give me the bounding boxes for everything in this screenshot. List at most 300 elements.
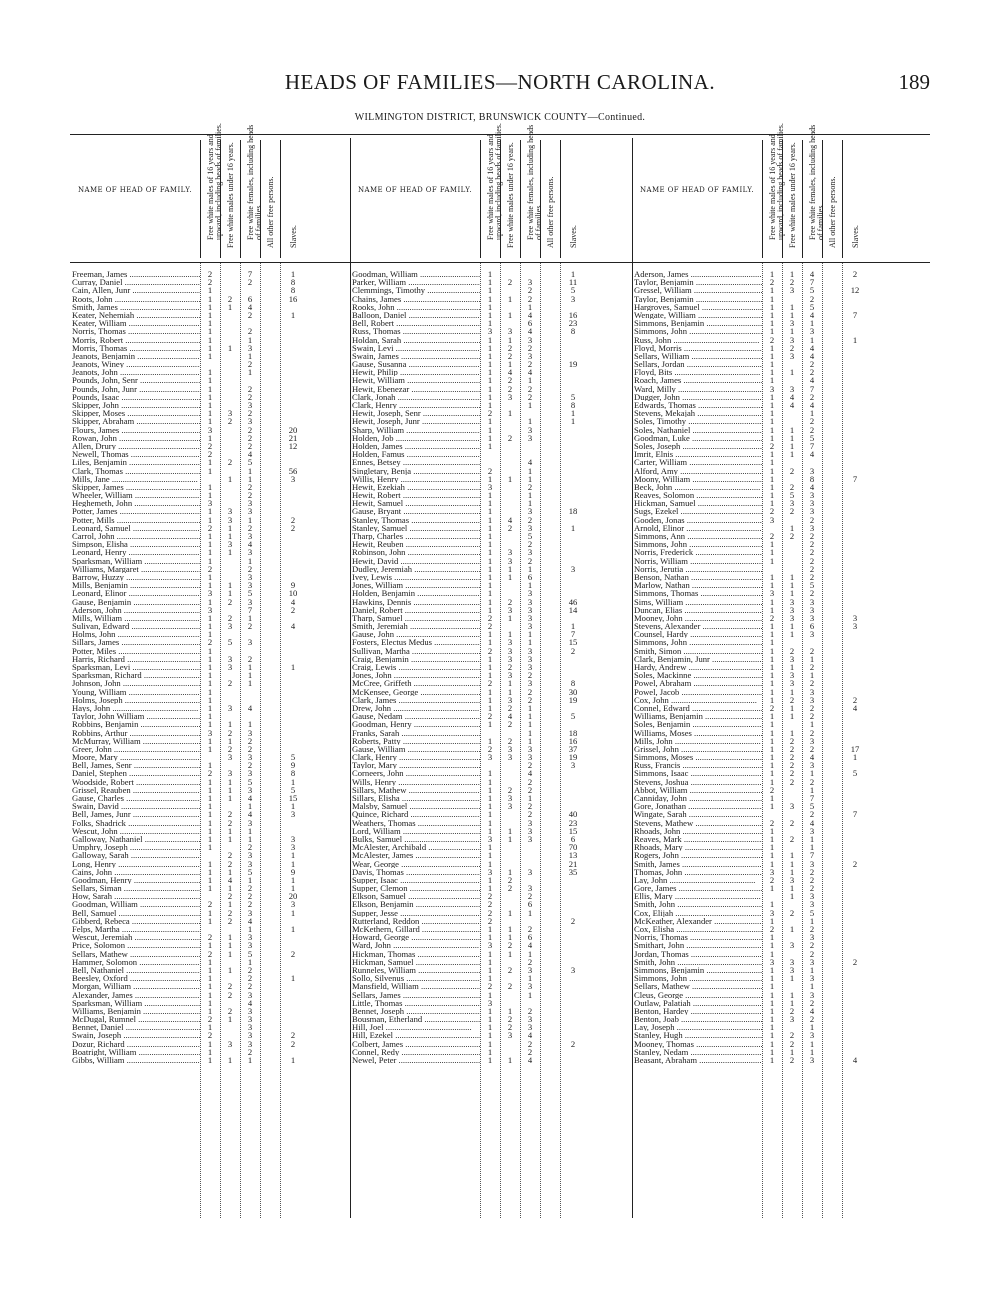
head-of-family-name: Greer, John ..... — [72, 745, 200, 753]
count-cell: 5 — [570, 285, 576, 296]
table-row — [632, 704, 930, 712]
count-cell: 1 — [527, 793, 533, 803]
count-cell: 2 — [809, 809, 815, 820]
count-cell: 1 — [207, 702, 213, 713]
count-cell: 1 — [789, 924, 795, 934]
count-cell: 4 — [809, 375, 815, 386]
count-cell: 1 — [227, 793, 233, 803]
count-cell: 2 — [769, 531, 775, 541]
count-cell: 1 — [207, 490, 213, 501]
count-cell: 3 — [789, 1014, 795, 1025]
head-of-family-name: Floyd, Morris ..... — [634, 344, 762, 352]
count-cell: 5 — [227, 637, 233, 648]
table-row — [632, 589, 930, 597]
count-cell: 1 — [789, 883, 795, 894]
count-cell: 3 — [570, 563, 576, 574]
head-of-family-name: Gooden, Jonas ..... — [634, 516, 762, 524]
table-row — [632, 917, 930, 925]
head-of-family-name: Hays, John ..... — [72, 704, 200, 712]
head-of-family-name: Drew, John ..... — [352, 704, 480, 712]
count-cell: 3 — [527, 817, 533, 828]
count-cell: 1 — [227, 522, 233, 533]
count-cell: 1 — [207, 571, 213, 582]
count-cell: 2 — [487, 645, 493, 656]
count-cell: 2 — [207, 277, 213, 288]
count-cell: 1 — [207, 1038, 213, 1049]
count-cell: 1 — [487, 653, 493, 664]
count-cell: 3 — [769, 866, 775, 877]
count-cell: 1 — [487, 350, 493, 361]
count-cell: 1 — [207, 383, 213, 394]
count-cell: 2 — [507, 940, 513, 951]
count-cell: 2 — [290, 948, 296, 959]
count-cell: 1 — [487, 964, 493, 975]
head-of-family-name: Ennes, Betsey ..... — [352, 458, 480, 466]
page-title: HEADS OF FAMILIES—NORTH CAROLINA. — [284, 70, 716, 94]
count-cell: 1 — [247, 473, 253, 484]
count-cell: 2 — [789, 735, 795, 746]
count-cell: 3 — [527, 277, 533, 288]
count-cell: 2 — [247, 359, 253, 370]
count-cell: 3 — [507, 604, 513, 615]
head-of-family-name: Felps, Martha ..... — [72, 925, 200, 933]
count-cell: 1 — [769, 555, 775, 566]
count-cell: 1 — [789, 367, 795, 378]
count-cell: 2 — [570, 645, 576, 656]
count-cell: 4 — [809, 309, 815, 320]
count-cell: 2 — [487, 981, 493, 992]
count-cell: 2 — [769, 784, 775, 795]
count-cell: 3 — [527, 964, 533, 975]
count-cell: 4 — [527, 940, 533, 951]
count-cell: 3 — [247, 1005, 253, 1016]
count-cell: 1 — [769, 670, 775, 681]
table-row — [632, 622, 930, 630]
count-cell: 3 — [507, 653, 513, 664]
count-cell: 3 — [507, 1030, 513, 1041]
count-cell: 1 — [487, 768, 493, 779]
count-cell: 1 — [207, 465, 213, 476]
count-cell: 1 — [487, 547, 493, 558]
count-cell: 1 — [769, 465, 775, 476]
count-cell: 2 — [487, 408, 493, 419]
table-row — [632, 671, 930, 679]
count-cell: 3 — [247, 989, 253, 1000]
table-row — [632, 1031, 930, 1039]
head-of-family-name: Norris, Jerutia ..... — [634, 565, 762, 573]
count-cell: 3 — [527, 506, 533, 517]
head-of-family-name: Potter, Mills ..... — [72, 516, 200, 524]
table-row — [632, 434, 930, 442]
count-cell: 1 — [769, 547, 775, 558]
count-cell: 3 — [769, 514, 775, 525]
count-cell: 2 — [507, 1014, 513, 1025]
count-cell: 1 — [507, 825, 513, 836]
head-of-family-name: Lord, William ..... — [352, 827, 480, 835]
count-cell: 17 — [850, 743, 860, 754]
count-cell: 5 — [247, 457, 253, 468]
count-cell: 1 — [769, 375, 775, 386]
count-cell: 1 — [809, 784, 815, 795]
head-of-family-name: Stevens, Joshua ..... — [634, 778, 762, 786]
count-cell: 3 — [247, 752, 253, 763]
head-of-family-name: McDugal, Rumnel ..... — [72, 1015, 200, 1023]
head-of-family-name: Gause, William ..... — [352, 745, 480, 753]
count-cell: 3 — [247, 531, 253, 541]
count-cell: 2 — [527, 555, 533, 566]
count-cell: 3 — [809, 858, 815, 869]
count-cell: 1 — [789, 989, 795, 1000]
count-cell: 1 — [789, 702, 795, 713]
count-cell: 7 — [809, 383, 815, 394]
table-row — [350, 450, 632, 458]
count-cell: 1 — [789, 424, 795, 435]
count-cell: 1 — [769, 490, 775, 501]
count-cell: 1 — [290, 662, 296, 672]
count-cell: 1 — [227, 866, 233, 877]
count-cell: 1 — [487, 702, 493, 713]
count-cell: 1 — [227, 825, 233, 836]
table-row — [632, 909, 930, 917]
head-of-family-name: Ward, John ..... — [352, 941, 480, 949]
count-cell: 5 — [809, 432, 815, 443]
count-cell: 8 — [809, 473, 815, 484]
table-row — [632, 352, 930, 360]
count-cell: 3 — [227, 408, 233, 419]
count-cell: 2 — [507, 522, 513, 533]
count-cell: 1 — [769, 301, 775, 312]
count-cell: 3 — [507, 793, 513, 803]
head-of-family-name: Jeanots, John ..... — [72, 368, 200, 376]
table-row — [632, 393, 930, 401]
count-cell: 20 — [288, 424, 298, 435]
count-cell: 7 — [852, 809, 858, 820]
count-cell: 2 — [207, 932, 213, 943]
head-of-family-name: Simmons, Thomas ..... — [634, 589, 762, 597]
head-of-family-name: Taylor, Benjamin ..... — [634, 278, 762, 286]
count-cell: 1 — [769, 1038, 775, 1049]
head-of-family-name: Jordan, Thomas ..... — [634, 950, 762, 958]
count-cell: 1 — [487, 367, 493, 378]
count-cell: 2 — [290, 604, 296, 615]
count-cell: 1 — [247, 555, 253, 566]
count-cell: 1 — [247, 1055, 253, 1065]
table-row — [632, 278, 930, 286]
head-of-family-name: Keater, William ..... — [72, 319, 200, 327]
count-cell: 3 — [227, 768, 233, 779]
head-of-family-name: Swain, Levi ..... — [352, 344, 480, 352]
head-of-family-name: Corneers, John ..... — [352, 769, 480, 777]
count-cell: 2 — [227, 817, 233, 828]
count-cell: 2 — [227, 858, 233, 869]
table-row — [632, 442, 930, 450]
count-cell: 1 — [809, 964, 815, 975]
count-cell: 1 — [789, 1046, 795, 1057]
count-cell: 3 — [789, 604, 795, 615]
head-of-family-name: Edwards, Thomas ..... — [634, 401, 762, 409]
head-of-family-name: Smith, James ..... — [72, 303, 200, 311]
count-cell: 1 — [769, 694, 775, 705]
count-cell: 1 — [487, 571, 493, 582]
count-cell: 1 — [487, 1005, 493, 1016]
head-of-family-name: Gause, Bryant ..... — [352, 507, 480, 515]
count-cell: 1 — [487, 850, 493, 861]
count-cell: 1 — [487, 924, 493, 934]
count-cell: 2 — [247, 391, 253, 402]
head-of-family-name: Sillars, Elisha ..... — [352, 794, 480, 802]
count-cell: 3 — [809, 604, 815, 615]
head-of-family-name: Powel, Jacob ..... — [634, 688, 762, 696]
head-of-family-name: Supper, Clemon ..... — [352, 884, 480, 892]
count-cell: 1 — [507, 629, 513, 640]
count-cell: 2 — [207, 449, 213, 460]
count-cell: 2 — [809, 924, 815, 934]
count-cell: 1 — [487, 1055, 493, 1065]
count-cell: 3 — [809, 956, 815, 967]
head-of-family-name: Robinson, John ..... — [352, 548, 480, 556]
head-of-family-name: Hardy, Andrew ..... — [634, 663, 762, 671]
head-of-family-name: Cox, Elijah ..... — [634, 909, 762, 917]
count-cell: 2 — [247, 481, 253, 492]
count-cell: 1 — [207, 514, 213, 525]
head-of-family-name: Daniel, Stephen ..... — [72, 769, 200, 777]
head-of-family-name: Supper, Jesse ..... — [352, 909, 480, 917]
count-cell: 1 — [769, 424, 775, 435]
head-of-family-name: Carter, William ..... — [634, 458, 762, 466]
count-cell: 1 — [527, 629, 533, 640]
count-cell: 1 — [809, 1046, 815, 1057]
table-row — [632, 426, 930, 434]
head-of-family-name: Bell, Robert ..... — [352, 319, 480, 327]
count-cell: 1 — [487, 432, 493, 443]
column-header-1 — [480, 123, 503, 258]
count-cell: 4 — [789, 400, 795, 410]
head-of-family-name: Franks, Sarah ..... — [352, 729, 480, 737]
count-cell: 1 — [207, 555, 213, 566]
head-of-family-name: Simmons, John ..... — [634, 540, 762, 548]
count-cell: 3 — [789, 801, 795, 812]
head-of-family-name: Mills, John ..... — [634, 737, 762, 745]
count-cell: 1 — [809, 842, 815, 853]
count-cell: 2 — [207, 637, 213, 648]
count-cell: 1 — [227, 342, 233, 353]
count-cell: 2 — [247, 973, 253, 984]
column-header-label: Free white males of 16 years and upward, including heads of families. — [486, 123, 503, 240]
count-cell: 3 — [789, 383, 795, 394]
count-cell: 3 — [207, 424, 213, 435]
count-cell: 2 — [527, 293, 533, 304]
column-header-label: Free white males under 16 years. — [788, 142, 797, 248]
count-cell: 2 — [507, 981, 513, 992]
count-cell: 1 — [207, 711, 213, 722]
count-cell: 3 — [527, 424, 533, 435]
count-cell: 1 — [247, 367, 253, 378]
count-cell: 1 — [789, 440, 795, 451]
head-of-family-name: Wescut, John ..... — [72, 827, 200, 835]
count-cell: 2 — [247, 309, 253, 320]
count-cell: 1 — [769, 948, 775, 959]
count-cell: 1 — [769, 973, 775, 984]
count-cell: 2 — [227, 416, 233, 427]
head-of-family-name: Leonard, Samuel ..... — [72, 524, 200, 532]
head-of-family-name: Ivey, Lewis ..... — [352, 573, 480, 581]
count-cell: 1 — [527, 375, 533, 386]
count-cell: 4 — [527, 326, 533, 337]
head-of-family-name: Holden, James ..... — [352, 442, 480, 450]
count-cell: 1 — [207, 743, 213, 754]
count-cell: 2 — [247, 964, 253, 975]
count-cell: 2 — [769, 440, 775, 451]
head-of-family-name: Hewit, Robert ..... — [352, 491, 480, 499]
count-cell: 2 — [769, 874, 775, 885]
head-of-family-name: McKensee, George ..... — [352, 688, 480, 696]
head-of-family-name: Potter, James ..... — [72, 507, 200, 515]
table-row — [632, 950, 930, 958]
table-row — [632, 540, 930, 548]
count-cell: 1 — [207, 629, 213, 640]
head-of-family-name: Clark, James ..... — [352, 696, 480, 704]
count-cell: 1 — [769, 915, 775, 926]
head-of-family-name: Simmons, Isaac ..... — [634, 769, 762, 777]
head-of-family-name: Beck, John ..... — [634, 483, 762, 491]
head-of-family-name: Smith, John ..... — [634, 958, 762, 966]
head-of-family-name: Skipper, Moses ..... — [72, 409, 200, 417]
head-of-family-name: Morris, Robert ..... — [72, 336, 200, 344]
count-cell: 3 — [809, 490, 815, 501]
count-cell: 3 — [527, 596, 533, 607]
count-cell: 1 — [207, 735, 213, 746]
head-of-family-name: Simmons, John ..... — [634, 638, 762, 646]
count-cell: 3 — [247, 1030, 253, 1041]
count-cell: 1 — [769, 981, 775, 992]
head-of-family-name: Long, Henry ..... — [72, 860, 200, 868]
count-cell: 2 — [227, 809, 233, 820]
count-cell: 5 — [247, 776, 253, 787]
count-cell: 1 — [290, 973, 296, 984]
head-of-family-name: Robbins, Arthur ..... — [72, 729, 200, 737]
count-cell: 2 — [527, 670, 533, 681]
count-cell: 1 — [487, 440, 493, 451]
count-cell: 3 — [507, 637, 513, 648]
head-of-family-name: Holdan, Sarah ..... — [352, 336, 480, 344]
count-cell: 20 — [288, 891, 298, 902]
column-header-label: Free white females, including heads of families. — [808, 124, 825, 240]
table-row — [632, 630, 930, 638]
head-of-family-name: Morgan, William ..... — [72, 982, 200, 990]
head-of-family-name: Hickman, Samuel ..... — [352, 958, 480, 966]
count-cell: 1 — [570, 416, 576, 427]
head-of-family-name: Sullivan, Martha ..... — [352, 647, 480, 655]
count-cell: 1 — [507, 473, 513, 484]
head-of-family-name: Leonard, Henry ..... — [72, 548, 200, 556]
table-row — [632, 1048, 930, 1056]
head-of-family-name: Holms, John ..... — [72, 630, 200, 638]
count-cell: 1 — [507, 932, 513, 943]
table-row — [632, 475, 930, 483]
count-cell: 3 — [487, 752, 493, 763]
head-of-family-name: Bell, Samuel ..... — [72, 909, 200, 917]
count-cell: 3 — [290, 899, 296, 910]
count-cell: 2 — [809, 645, 815, 656]
count-cell: 2 — [247, 522, 253, 533]
count-cell: 1 — [207, 915, 213, 926]
count-cell: 3 — [247, 506, 253, 517]
count-cell: 3 — [247, 596, 253, 607]
head-of-family-name: Sellars, Mathew ..... — [72, 950, 200, 958]
head-of-family-name: Swain, David ..... — [72, 802, 200, 810]
count-cell: 1 — [789, 850, 795, 861]
count-cell: 16 — [568, 735, 578, 746]
count-cell: 2 — [247, 735, 253, 746]
count-cell: 2 — [789, 1005, 795, 1016]
table-rows — [632, 270, 930, 1064]
count-cell: 2 — [789, 694, 795, 705]
count-cell: 4 — [809, 449, 815, 460]
count-cell: 1 — [207, 375, 213, 386]
count-cell: 1 — [769, 653, 775, 664]
head-of-family-name: Hewit, Joseph, Junr ..... — [352, 417, 480, 425]
count-cell: 1 — [769, 481, 775, 492]
count-cell: 3 — [487, 833, 493, 844]
table-panel-3 — [632, 123, 930, 1218]
count-cell: 1 — [769, 318, 775, 329]
count-cell: 15 — [568, 637, 578, 648]
count-cell: 1 — [527, 473, 533, 484]
count-cell: 8 — [570, 326, 576, 337]
count-cell: 3 — [809, 932, 815, 943]
head-of-family-name: Hammer, Solomon ..... — [72, 958, 200, 966]
head-of-family-name: Dugger, John ..... — [634, 393, 762, 401]
count-cell: 1 — [207, 940, 213, 951]
head-of-family-name: Hewit, Joseph, Senr ..... — [352, 409, 480, 417]
head-of-family-name: Sellars, William ..... — [634, 352, 762, 360]
head-of-family-name: Lay, Joseph ..... — [634, 1023, 762, 1031]
head-of-family-name: Clark, Henry ..... — [352, 753, 480, 761]
head-of-family-name: Clark, Henry ..... — [352, 401, 480, 409]
count-cell: 1 — [207, 400, 213, 410]
count-cell: 1 — [487, 506, 493, 517]
count-cell: 2 — [507, 964, 513, 975]
count-cell: 1 — [247, 956, 253, 967]
count-cell: 1 — [207, 1055, 213, 1065]
count-cell: 3 — [769, 956, 775, 967]
count-cell: 4 — [809, 400, 815, 410]
count-cell: 1 — [507, 866, 513, 877]
head-of-family-name: Alexander, James ..... — [72, 991, 200, 999]
count-cell: 1 — [207, 547, 213, 558]
count-cell: 1 — [487, 416, 493, 427]
head-of-family-name: Stanley, Samuel ..... — [352, 524, 480, 532]
head-of-family-name: Gause, Charles ..... — [72, 794, 200, 802]
head-of-family-name: Reaves, Mark ..... — [634, 835, 762, 843]
count-cell: 1 — [207, 645, 213, 656]
count-cell: 1 — [290, 801, 296, 812]
count-cell: 1 — [769, 269, 775, 279]
count-cell: 2 — [769, 506, 775, 517]
count-cell: 1 — [207, 809, 213, 820]
count-cell: 2 — [852, 956, 858, 967]
count-cell: 3 — [809, 973, 815, 984]
head-of-family-name: Taylor, John William ..... — [72, 712, 200, 720]
table-row — [632, 991, 930, 999]
head-of-family-name: Sollo, Silvenus ..... — [352, 974, 480, 982]
count-cell: 1 — [769, 539, 775, 550]
head-of-family-name: Carrol, John ..... — [72, 532, 200, 540]
count-cell: 1 — [527, 727, 533, 738]
column-header-1 — [200, 123, 223, 258]
table-row — [632, 295, 930, 303]
count-cell: 2 — [789, 1030, 795, 1041]
